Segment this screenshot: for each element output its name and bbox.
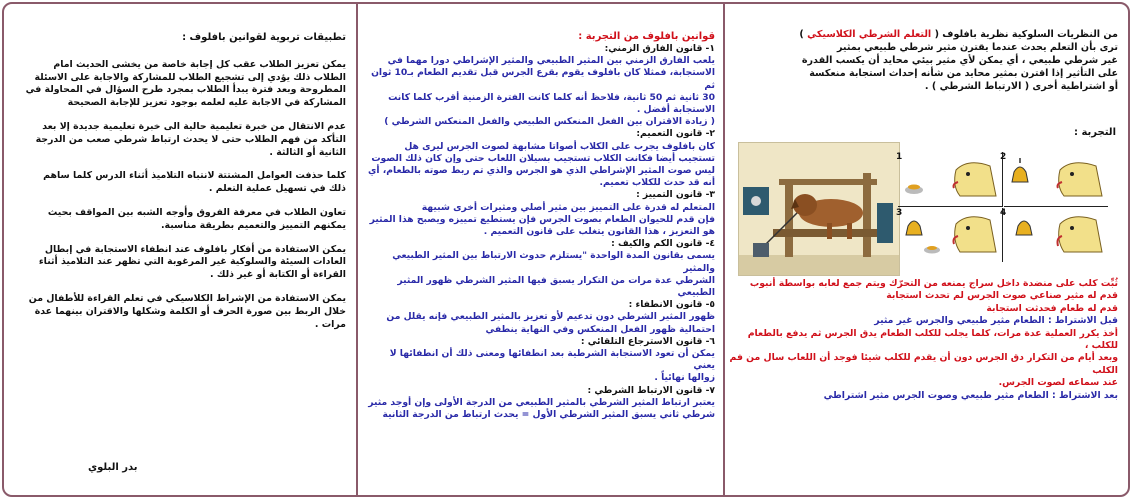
law-text: الشرطي عدة مرات من التكرار يسبق فيها المثير الشرطي ظهور المثير الطبيعي [397,274,715,299]
application-line: كلما حذفت العوامل المشتتة لانتباه التلاميذ أثناء الدرس كلما ساهم [43,170,346,182]
step-number: 3 [896,208,903,218]
law-text: زوالها نهائياً . [654,372,715,384]
law-heading: ١- قانون الفارق الزمني: [604,43,715,54]
application-line: يمكن الاستفادة من أفكار بافلوف عند انطفاء الاستجابة في إبطال [44,243,346,255]
theory-column [728,4,1124,495]
applications-title: تطبيقات تربوية لقوانين بافلوف : [182,32,346,43]
application-line: العادات السيئة والسلوكية غير المرغوبة التي تظهر عند التلاميذ أثناء [38,256,346,268]
experiment-line: قدم له طعام فحدثت استجابة [986,302,1118,314]
step-panel-4 [1000,208,1108,262]
application-line: التأكد من فهم الطلاب حتى لا يحدث ارتباط شرطي صعب من الدرجة [35,133,346,145]
intro-line [728,28,1118,41]
application-line: يمكن تعزيز الطلاب عقب كل إجابة خاصة من يخشى الحديث امام [53,58,346,70]
experiment-steps-grid [898,152,1108,262]
intro-line [728,80,1118,93]
application-line: يمكنهم التمييز والتعميم بطريقة مناسبة. [160,219,346,231]
theory-intro [728,28,1118,93]
applications-column [10,4,354,495]
experiment-label: التجربة : [1074,127,1116,138]
intro-segment: ترى بأن التعلم يحدث عندما يقترن مثير شرطي طبيعي بمثير [836,42,1118,53]
applications-list [10,32,346,342]
intro-line [728,54,1118,67]
laws-column [361,4,721,495]
application-item [10,207,346,233]
laws-title: قوانين بافلوف من التجربة : [578,31,715,42]
law-text: ليس صوت المثير الإشراطي الذي هو الجرس والذي تم ربط صوته بالطعام، أي [368,165,715,177]
law-heading: ٦- قانون الاسترجاع التلقائي : [580,335,715,347]
law-text: فإن قدم للحيوان الطعام بصوت الجرس فإن يستطيع تمييزه ويصبح هذا المثير [369,213,715,225]
step-panel-3 [898,208,1003,262]
law-text: احتمالية ظهور الفعل المنعكس وفي النهاية ينطفي [485,323,715,335]
experiment-line: ثُبِّت كلب على منضدة داخل سراج يمنعه من التحرّك ويتم جمع لعابه بواسطة أنبوب [749,278,1118,289]
applications-body [10,59,346,332]
experiment-line: قدم له مثير صناعي صوت الجرس لم تحدث استجابة [886,290,1118,302]
application-line: المطروحة وبعد فترة يبدأ الطلاب بمجرد طرح السؤال في المحاولة في [25,84,346,96]
experiment-line: بعد الاشتراط : الطعام مثير طبيعي وصوت الجرس مثير اشتراطي [823,389,1118,401]
law-text: يمكن أن تعود الاستجابة الشرطية بعد انطفائها ومعنى ذلك أن انطفائها لا يعني [389,348,715,372]
apparatus-drawing [739,143,899,275]
laws-list [365,30,715,421]
application-line: القراءة أو الكتابة أو غير ذلك . [210,269,346,281]
step-number: 4 [1000,208,1007,218]
application-line: ذلك في تسهيل عملية التعلم . [208,183,346,195]
law-text: أنه قد حدث للكلاب تعميم. [599,177,715,189]
intro-segment: أو اشتراطية أخرى ( الارتباط الشرطي ) . [924,81,1118,92]
law-text: هو التعزيز ، هذا القانون يتغلب على قانون التعميم . [483,226,715,238]
law-text: يلعب الفارق الزمني بين المثير الطبيعي والمثير الإشراطي دورا مهما في [387,55,715,67]
intro-segment: التعلم الشرطي الكلاسيكي [807,29,932,40]
application-line: خلال الربط بين صورة الحرف أو الكلمة وشكلها والاقتران بينهما عدة [34,305,346,317]
application-line: الثانية أو الثالثة . [269,146,346,158]
law-heading: ٢- قانون التعميم: [636,128,715,140]
laws-body [365,43,715,421]
application-line: الطلاب ذلك يؤدي إلى تشجيع الطلاب للمشاركة والاجابة على الاسئلة [34,71,346,83]
law-text: ظهور المثير الشرطي دون تدعيم لأو تعزيز بالمثير الطبيعي فإنه يقلل من [386,311,715,323]
application-line: مرات . [314,318,346,330]
law-text: شرطي ثاني يسبق المثير الشرطي الأول = يحدث ارتباط من الدرجة الثانية [382,409,715,421]
law-text: ( زيادة الاقتران بين الفعل المنعكس الطبيعي والفعل المنعكس الشرطي ) [384,116,715,128]
pavlov-apparatus-illustration [738,142,903,276]
poster-frame [2,2,1130,497]
author-signature: بدر البلوي [88,462,138,473]
application-line: يمكن الاستفادة من الإشراط الكلاسيكي في تعلم القراءة للأطفال من [28,292,346,304]
step-panel-1 [898,152,1003,207]
law-heading: ٤- قانون الكم والكيف : [611,238,715,250]
bell-only-icon [1004,208,1108,262]
application-line: عدم الانتقال من خبرة تعليمية حالية الى خبرة تعليمية جديدة إلا بعد [42,120,346,132]
intro-segment: من النظريات السلوكية نظرية بافلوف ( [931,29,1118,40]
experiment-line: أخذ يكرر العملية عدة مرات، كلما يجلب للكلب الطعام يدق الجرس ثم يدفع بالطعام للكلب ، [747,327,1118,352]
experiment-line: عند سماعه لصوت الجرس. [998,377,1118,389]
step-panel-2 [1000,152,1108,207]
step-number: 2 [1000,152,1007,162]
step-number: 1 [896,152,903,162]
intro-segment: ) [799,29,808,40]
experiment-line: وبعد أيام من التكرار دق الجرس دون أن يقدم للكلب شيئا فوجد أن اللعاب سال من فم الكلب [729,352,1118,376]
column-divider-right [723,4,725,495]
intro-segment: على التأثير إذا اقترن بمثير محايد من شأنه إحداث استجابة منعكسة [809,68,1118,79]
law-text: الاستجابة أفضل . [636,104,715,116]
application-line: المشاركة في الاجابة عليه لعلمه بوجود تعزيز للإجابة الصحيحة [67,97,346,109]
law-text: المتعلم له قدرة على التمييز بين مثير أصلي ومثيرات أخرى شبيهة [421,201,715,213]
law-text: كان بافلوف يجرب على الكلاب أصواتا مشابهة لصوت الجرس ليرى هل [404,140,715,152]
application-line: تعاون الطلاب في معرفة الفروق وأوجه الشبه بين المواقف بحيث [47,206,346,218]
experiment-line: قبل الاشتراط : الطعام مثير طبيعي والجرس غير مثير [874,315,1118,327]
law-text: يعتبر ارتباط المثير الشرطي بالمثير الطبيعي من الدرجة الأولى وإن أوجد مثير [368,396,715,408]
experiment-description [728,278,1118,402]
law-heading: ٧- قانون الارتباط الشرطي : [587,384,715,396]
bell-and-food-icon [898,208,1002,262]
application-item [10,170,346,196]
law-text: 30 ثانية ثم 50 ثانية، فلاحظ أنه كلما كانت الفترة الزمنية أقرب كلما كانت [388,91,715,103]
intro-segment: غير شرطي طبيعي ، أي يمكن لأي مثير بيئي محايد أن يكسب القدرة [801,55,1118,66]
column-divider-left [356,4,358,495]
law-heading: ٥- قانون الانطفاء : [628,299,715,311]
application-item [10,244,346,282]
law-heading: ٣- قانون التمييز : [636,189,715,201]
intro-line [728,41,1118,54]
application-item [10,121,346,159]
law-text: يسمى بقانون المدة الواحدة "يستلزم حدوث الارتباط بين المثير الطبيعي والمثير [392,250,715,274]
law-text: تستجيب أيضا فكانت الكلاب تستجيب بسيلان اللعاب حتى وإن كان ذلك الصوت [371,152,715,164]
law-text: الاستجابة، فمثلا كان بافلوف يقوم بقرع الجرس قبل تقديم الطعام بـ10 ثوان ثم [371,67,715,91]
application-item [10,59,346,110]
application-item [10,293,346,331]
food-bowl-icon [898,152,1002,206]
bell-icon [1004,152,1108,206]
intro-line [728,67,1118,80]
